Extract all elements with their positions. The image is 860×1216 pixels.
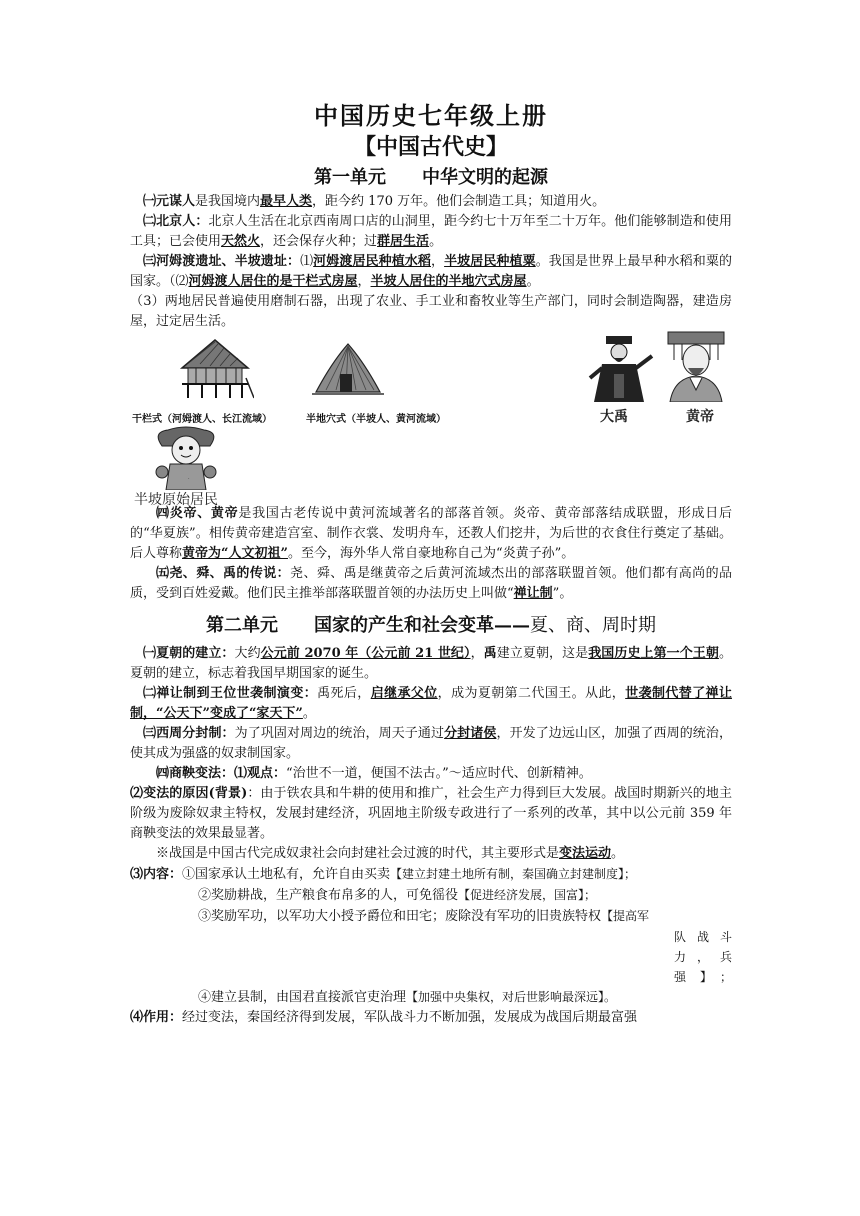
semi-subterranean-hut-image <box>312 342 384 400</box>
unit1-section2: ㈡北京人：北京人生活在北京西南周口店的山洞里，距今约七十万年至二十万年。他们能够制造和使用工具；已会使用天然火，还会保存火种；过群居生活。 <box>130 214 732 249</box>
unit2-section3: ㈢西周分封制：为了巩固对周边的统治，周天子通过分封诸侯，开发了边远山区，加强了西周的统治，使其成为强盛的奴隶制国家。 <box>130 726 732 761</box>
content-item-3: ③奖励军功，以军功大小授予爵位和田宅；废除没有军功的旧贵族特权【提高军 <box>198 909 650 924</box>
content-item-1: ⑶内容：①国家承认土地私有，允许自由买卖【建立封建土地所有制，秦国确立封建制度】； <box>130 867 637 882</box>
figures-row <box>130 334 732 508</box>
unit2-section4b: ⑵变法的原因(背景)：由于铁农具和牛耕的使用和推广，社会生产力得到巨大发展。战国时期新兴的地主阶级为废除奴隶主特权，发展封建经济，巩固地主阶级专政进行了一系列的改革，其中以公元前 359 年商鞅变法的效果最显著。 <box>130 786 732 841</box>
banpo-mascot-image <box>148 426 224 490</box>
caption-stilt-house: 干栏式（河姆渡人、长江流域） <box>132 414 272 425</box>
unit1-section3: ㈢河姆渡遗址、半坡遗址：⑴河姆渡居民种植水稻，半坡居民种植粟。我国是世界上最早种水稻和粟的国家。（⑵河姆渡人居住的是干栏式房屋，半坡人居住的半地穴式房屋。 <box>130 254 732 289</box>
caption-huangdi: 黄帝 <box>686 409 714 425</box>
unit2-section1: ㈠夏朝的建立：大约公元前 2070 年（公元前 21 世纪），禹建立夏朝，这是我国历史上第一个王朝。夏朝的建立，标志着我国早期国家的诞生。 <box>130 646 732 681</box>
caption-da-yu: 大禹 <box>600 409 628 425</box>
unit2-section4: ㈣商鞅变法：⑴观点：“治世不一道，便国不法古。”～适应时代、创新精神。 <box>156 766 592 781</box>
document-page <box>130 100 732 1028</box>
unit1-section4: ㈣炎帝、黄帝是我国古老传说中黄河流域著名的部落首领。炎帝、黄帝部落结成联盟，形成日后的“华夏族”。相传黄帝建造宫室、制作衣裳、发明舟车，还教人们挖井，为后世的衣食住行奠定了基础。后人尊称黄帝为“人文初祖”。至今，海外华人常自豪地称自己为“炎黄子孙”。 <box>130 506 732 561</box>
huangdi-portrait-image <box>664 330 728 402</box>
content-heading: ⑶内容： <box>130 867 183 882</box>
stilt-house-image <box>176 338 254 400</box>
unit2-heading <box>130 614 732 638</box>
doc-subtitle: 【中国古代史】 <box>353 134 508 160</box>
unit2-name: 国家的产生和社会变革—— <box>314 615 530 636</box>
unit1-number: 第一单元 <box>314 167 386 188</box>
caption-semi-subterranean: 半地穴式（半坡人、黄河流域） <box>306 414 446 425</box>
unit1-name: 中华文明的起源 <box>422 167 548 188</box>
da-yu-figure-image <box>586 334 656 404</box>
content-item-3-cont: 队战斗 力，兵 强】； <box>674 930 732 984</box>
unit1-section3b: （3）两地居民普遍使用磨制石器，出现了农业、手工业和畜牧业等生产部门，同时会制造陶器，建造房屋，过定居生活。 <box>130 294 732 329</box>
unit1-heading <box>130 166 732 190</box>
unit2-note: ※战国是中国古代完成奴隶社会向封建社会过渡的时代，其主要形式是变法运动。 <box>156 846 625 861</box>
unit2-effect: ⑷作用：经过变法，秦国经济得到发展，军队战斗力不断加强，发展成为战国后期最富强 <box>130 1010 638 1025</box>
doc-title: 中国历史七年级上册 <box>314 101 548 130</box>
unit2-number: 第二单元 <box>206 615 278 636</box>
unit2-section2: ㈡禅让制到王位世袭制演变：禹死后，启继承父位，成为夏朝第二代国王。从此，世袭制代替了禅让制，“公天下”变成了“家天下”。 <box>130 686 732 721</box>
svg-text:·: · <box>188 476 190 482</box>
content-item-4: ④建立县制，由国君直接派官吏治理【加强中央集权，对后世影响最深远】。 <box>198 990 617 1005</box>
content-item-2: ②奖励耕战，生产粮食布帛多的人，可免徭役【促进经济发展，国富】； <box>198 888 597 903</box>
unit2-period: 夏、商、周时期 <box>530 615 656 636</box>
unit1-section1: ㈠元谋人是我国境内最早人类，距今约 170 万年。他们会制造工具；知道用火。 <box>143 194 606 209</box>
caption-banpo: 半坡原始居民 <box>134 492 218 508</box>
unit1-section5: ㈤尧、舜、禹的传说：尧、舜、禹是继黄帝之后黄河流域杰出的部落联盟首领。他们都有高尚的品质，受到百姓爱戴。他们民主推举部落联盟首领的办法历史上叫做“禅让制”。 <box>130 566 732 601</box>
